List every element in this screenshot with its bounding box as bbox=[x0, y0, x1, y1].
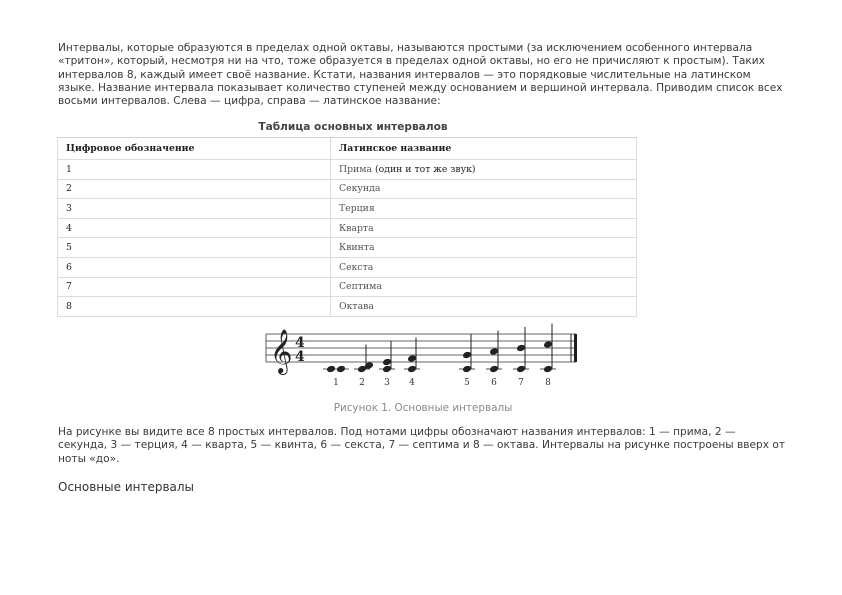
interval-number-label: 8 bbox=[545, 378, 551, 388]
note-head bbox=[407, 365, 417, 374]
time-signature-bottom: 4 bbox=[295, 349, 305, 365]
table-row bbox=[58, 238, 637, 258]
interval-chord bbox=[323, 365, 349, 388]
interval-chord bbox=[459, 334, 475, 388]
column-header-number: Цифровое обозначение bbox=[58, 138, 331, 160]
interval-chord bbox=[354, 345, 374, 389]
interval-number-label: 2 bbox=[359, 378, 365, 388]
table-row bbox=[58, 179, 637, 199]
interval-number: 3 bbox=[58, 199, 331, 219]
column-header-latin-name: Латинское название bbox=[331, 138, 637, 160]
note-head bbox=[516, 344, 526, 353]
table-row bbox=[58, 257, 637, 277]
interval-number: 4 bbox=[58, 218, 331, 238]
table-row bbox=[58, 297, 637, 317]
note-head bbox=[382, 358, 392, 367]
note-head bbox=[407, 354, 417, 363]
staff-lines bbox=[266, 334, 576, 362]
interval-number: 6 bbox=[58, 257, 331, 277]
interval-latin-name bbox=[331, 160, 637, 180]
interval-number: 2 bbox=[58, 179, 331, 199]
interval-latin-name: Септима bbox=[331, 277, 637, 297]
interval-number: 7 bbox=[58, 277, 331, 297]
interval-chord bbox=[540, 324, 556, 389]
interval-chord bbox=[404, 338, 420, 389]
intervals-table bbox=[57, 137, 637, 317]
figure-description: На рисунке вы видите все 8 простых интервалов. Под нотами цифры обозначают названия интервалов: 1 — прима, 2 — секунда, 3 — терция, 4 — кварта, 5 — квинта, 6 — секста, 7 — септима и 8 — октава. Интервалы на рисунке построены вверх от ноты «до». bbox=[58, 426, 786, 465]
interval-number-label: 7 bbox=[518, 378, 524, 388]
interval-number-label: 6 bbox=[491, 378, 497, 388]
note-head bbox=[543, 365, 553, 374]
table-row bbox=[58, 199, 637, 219]
note-head bbox=[462, 365, 472, 374]
interval-number-label: 4 bbox=[409, 378, 415, 388]
interval-number: 5 bbox=[58, 238, 331, 258]
interval-note: (один и тот же звук) bbox=[375, 163, 476, 175]
section-heading: Основные интервалы bbox=[58, 480, 195, 494]
interval-number-label: 5 bbox=[464, 378, 470, 388]
interval-number-label: 1 bbox=[333, 378, 339, 388]
intervals-music-staff-figure bbox=[258, 318, 588, 390]
interval-number: 1 bbox=[58, 160, 331, 180]
interval-name-text: Прима bbox=[339, 163, 373, 175]
interval-notes bbox=[323, 324, 556, 389]
final-barline-thick bbox=[574, 334, 577, 362]
note-head bbox=[489, 347, 499, 356]
time-signature-top: 4 bbox=[295, 335, 305, 351]
interval-latin-name: Секста bbox=[331, 257, 637, 277]
note-head bbox=[336, 365, 346, 374]
interval-latin-name: Кварта bbox=[331, 218, 637, 238]
interval-chord bbox=[513, 327, 529, 388]
note-head bbox=[382, 365, 392, 374]
intro-paragraph: Интервалы, которые образуются в пределах одной октавы, называются простыми (за исключением особенного интервала «тритон», который, несмотря ни на что, тоже образуется в пределах одной октавы, но его не причисляют к простым). Таких интервалов 8, каждый имеет своё название. Кстати, названия интервалов — это порядковые числительные на латинском языке. Название интервала показывает количество ступеней между основанием и вершиной интервала. Приводим список всех восьми интервалов. Слева — цифра, справа — латинское название: bbox=[58, 42, 783, 108]
interval-number: 8 bbox=[58, 297, 331, 317]
note-head bbox=[462, 351, 472, 360]
note-head bbox=[489, 365, 499, 374]
note-head bbox=[516, 365, 526, 374]
note-head bbox=[326, 365, 336, 374]
interval-latin-name: Октава bbox=[331, 297, 637, 317]
figure-caption: Рисунок 1. Основные интервалы bbox=[333, 402, 513, 414]
table-row bbox=[58, 160, 637, 180]
interval-number-label: 3 bbox=[384, 378, 390, 388]
interval-latin-name: Секунда bbox=[331, 179, 637, 199]
treble-clef-icon: 𝄞 bbox=[270, 329, 293, 373]
table-row bbox=[58, 218, 637, 238]
interval-latin-name: Квинта bbox=[331, 238, 637, 258]
table-row bbox=[58, 277, 637, 297]
interval-latin-name: Терция bbox=[331, 199, 637, 219]
table-title: Таблица основных интервалов bbox=[258, 121, 448, 133]
note-head bbox=[543, 340, 553, 349]
interval-chord bbox=[486, 331, 502, 389]
table-header-row bbox=[58, 138, 637, 160]
